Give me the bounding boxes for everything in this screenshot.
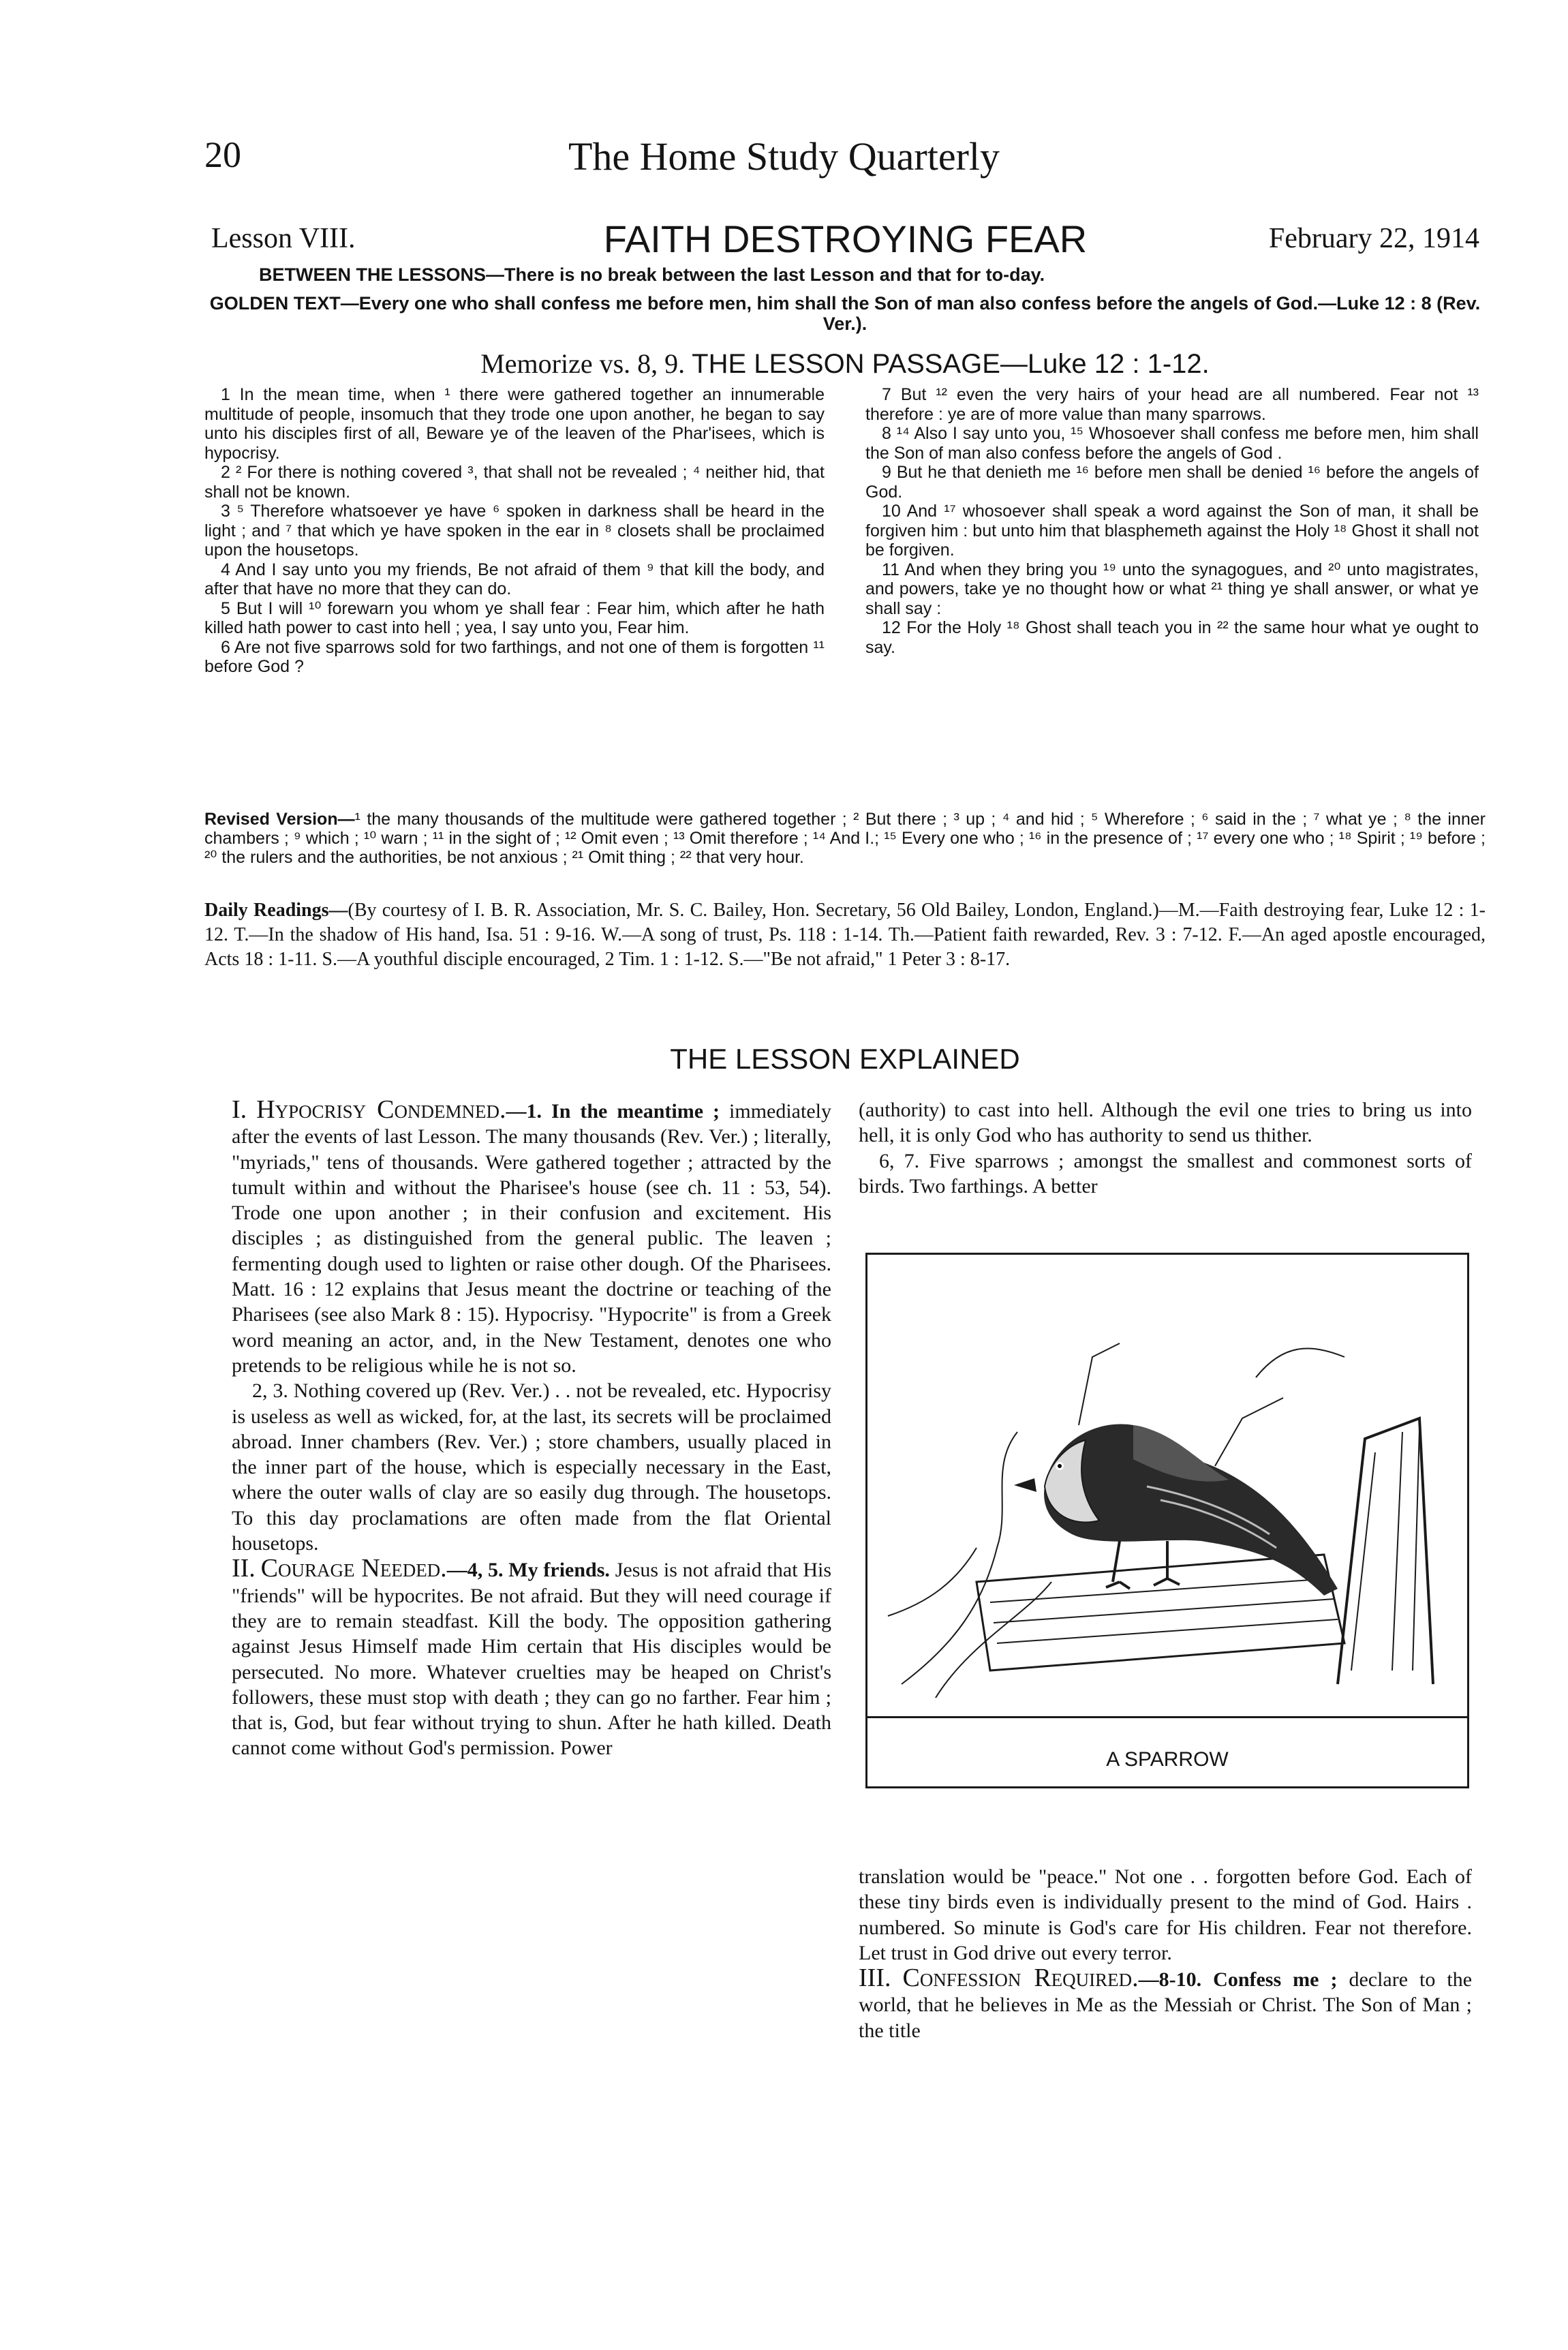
section-1-intro: —1. In the meantime ; [506, 1100, 720, 1123]
verse-5: 5 But I will ¹⁰ forewarn you whom ye shall fear : Fear him, which after he hath killed hath power to cast into hell ; yea, I say unto you, Fear him. [204, 598, 825, 637]
right-col-para-2: 6, 7. Five sparrows ; amongst the smallest and commonest sorts of birds. Two farthings. A better [859, 1149, 1472, 1197]
explanation-right-column-bottom [859, 1864, 1472, 2043]
verse-1: 1 In the mean time, when ¹ there were gathered together an innumerable multitude of people, insomuch that they trode one upon another, he began to say unto his disciples first of all, Beware ye of the leaven of the Phar'isees, which is hypocrisy. [204, 385, 825, 463]
section-1-para-2: 2, 3. Nothing covered up (Rev. Ver.) . . not be revealed, etc. Hypocrisy is useless as well as wicked, for, at the last, its secrets will be proclaimed abroad. Inner chambers (Rev. Ver.) ; store chambers, usually placed in the inner part of the house, which is especially necessary in the East, where the outer walls of clay are so easily dug through. The housetops. To this day proclamations are often made from the flat Oriental housetops. [232, 1379, 831, 1555]
section-3-text: declare to the world, that he believes in Me as the Messiah or Christ. The Son of Man ; the title [859, 1968, 1473, 2042]
section-1-text: immediately after the events of last Lesson. The many thousands (Rev. Ver.) ; literally, "myriads," tens of thousands. Were gathered together ; attracted by the tumult within and without the Pharisee's house (see ch. 11 : 53, 54). Trode one upon another ; in their confusion and excitement. His disciples ; as distinguished from the general public. The leaven ; fermenting dough used to lighten or raise other dough. Of the Pharisees. Matt. 16 : 12 explains that Jesus meant the doctrine or teaching of the Pharisees (see also Mark 8 : 15). Hypocrisy. "Hypocrite" is from a Greek word meaning an actor, and, in the New Testament, denotes one who pretends to be religious while he is not so. [232, 1100, 831, 1377]
passage-left-column [204, 385, 825, 677]
verse-2: 2 ² For there is nothing covered ³, that shall not be revealed ; ⁴ neither hid, that shall not be known. [204, 463, 825, 502]
section-3 [859, 1966, 1472, 2043]
verse-6: 6 Are not five sparrows sold for two farthings, and not one of them is forgotten ¹¹ before God ? [204, 637, 825, 676]
passage-title: THE LESSON PASSAGE—Luke 12 : 1-12. [692, 349, 1210, 379]
lesson-number: Lesson VIII. [211, 223, 356, 254]
memorize-note: Memorize vs. 8, 9. [480, 348, 686, 379]
verse-12: 12 For the Holy ¹⁸ Ghost shall teach you in ²² the same hour what ye ought to say. [865, 618, 1479, 657]
section-2-heading: Courage Needed. [260, 1554, 447, 1583]
running-head [204, 134, 1364, 188]
revised-version-text: ¹ the many thousands of the multitude were gathered together ; ² But there ; ³ up ; ⁴ and hid ; ⁵ Wherefore ; ⁶ said in the ; ⁷ what ye ; ⁸ the inner chambers ; ⁹ which ; ¹⁰ warn ; ¹¹ in the sight of ; ¹² Omit even ; ¹³ Omit therefore ; ¹⁴ And I.; ¹⁵ Every one who ; ¹⁶ in the presence of ; ¹⁷ every one who ; ¹⁸ Spirit ; ¹⁹ before ; ²⁰ the rulers and the authorities, be not anxious ; ²¹ Omit thing ; ²² that very hour. [204, 810, 1486, 867]
page-number: 20 [204, 134, 241, 175]
verse-8: 8 ¹⁴ Also I say unto you, ¹⁵ Whosoever shall confess me before men, him shall the Son of man also confess before the angels of God . [865, 424, 1479, 463]
section-2-text: Jesus is not afraid that His "friends" will be hypocrites. Be not afraid. But they will need courage if they are to remain steadfast. Kill the body. The opposition gathering against Jesus Himself made Him certain that His disciples would be persecuted. No more. Whatever cruelties may be heaped on Christ's followers, these must stop with death ; they can go no farther. Fear him ; that is, God, but fear without trying to shun. After he hath killed. Death cannot come without God's permission. Power [232, 1559, 832, 1760]
caption-rule [867, 1716, 1467, 1718]
section-3-intro: —8-10. Confess me ; [1138, 1968, 1338, 1992]
sparrow-illustration [874, 1262, 1460, 1711]
golden-text: GOLDEN TEXT—Every one who shall confess me before men, him shall the Son of man also confess before the angels of God.—Luke 12 : 8 (Rev. Ver.). [209, 293, 1481, 334]
right-col-top-text: (authority) to cast into hell. Although the evil one tries to bring us into hell, it is only God who has authority to send us thither. [859, 1099, 1472, 1147]
revised-version-notes [204, 810, 1486, 867]
explanation-left-column [232, 1097, 831, 1761]
section-2-intro: —4, 5. My friends. [446, 1559, 610, 1582]
section-2 [232, 1556, 831, 1760]
section-1-numeral: I. [232, 1095, 247, 1124]
verse-10: 10 And ¹⁷ whosoever shall speak a word against the Son of man, it shall be forgiven him : but unto him that blasphemeth against the Holy ¹⁸ Ghost it shall not be forgiven. [865, 502, 1479, 560]
explanation-right-column-top [859, 1097, 1472, 1199]
section-1-heading: Hypocrisy Condemned. [256, 1095, 506, 1124]
lesson-date: February 22, 1914 [1268, 223, 1479, 254]
section-3-numeral: III. [859, 1964, 891, 1993]
daily-readings [204, 898, 1486, 972]
verse-9: 9 But he that denieth me ¹⁶ before men shall be denied ¹⁶ before the angels of God. [865, 463, 1479, 502]
lesson-explained-heading: THE LESSON EXPLAINED [670, 1043, 1020, 1075]
figure-caption: A SPARROW [1106, 1748, 1229, 1771]
verse-7: 7 But ¹² even the very hairs of your head are all numbered. Fear not ¹³ therefore : ye are of more value than many sparrows. [865, 385, 1479, 424]
verse-3: 3 ⁵ Therefore whatsoever ye have ⁶ spoken in darkness shall be heard in the light ; and ⁷ that which ye have spoken in the ear in ⁸ closets shall be proclaimed upon the housetops. [204, 502, 825, 560]
lesson-title: FAITH DESTROYING FEAR [603, 217, 1088, 260]
section-3-heading: Confession Required. [902, 1964, 1139, 1993]
right-col-bottom-text: translation would be "peace." Not one . . forgotten before God. Each of these tiny birds even is individually present to the mind of God. Hairs . numbered. So minute is God's care for His children. Fear not therefore. Let trust in God drive out every terror. [859, 1865, 1472, 1964]
between-the-lessons: BETWEEN THE LESSONS—There is no break between the last Lesson and that for to-day. [259, 264, 1045, 285]
daily-readings-label: Daily Readings— [204, 900, 348, 921]
sparrow-figure [865, 1253, 1469, 1788]
section-2-numeral: II. [232, 1554, 256, 1583]
journal-title: The Home Study Quarterly [568, 134, 1000, 179]
passage-right-column [865, 385, 1479, 657]
revised-version-label: Revised Version— [204, 810, 355, 829]
passage-header [204, 348, 1486, 380]
verse-11: 11 And when they bring you ¹⁹ unto the synagogues, and ²⁰ unto magistrates, and powers, take ye no thought how or what ²¹ thing ye shall answer, or what ye shall say : [865, 560, 1479, 618]
section-1 [232, 1097, 831, 1378]
verse-4: 4 And I say unto you my friends, Be not afraid of them ⁹ that kill the body, and after that have no more that they can do. [204, 560, 825, 598]
daily-readings-text: (By courtesy of I. B. R. Association, Mr. S. C. Bailey, Hon. Secretary, 56 Old Bailey, London, England.)—M.—Faith destroying fear, Luke 12 : 1-12. T.—In the shadow of His hand, Isa. 51 : 9-16. W.—A song of trust, Ps. 118 : 1-14. Th.—Patient faith rewarded, Rev. 3 : 7-12. F.—An aged apostle encouraged, Acts 18 : 1-11. S.—A youthful disciple encouraged, 2 Tim. 1 : 1-12. S.—"Be not afraid," 1 Peter 3 : 8-17. [204, 900, 1486, 970]
lesson-header [211, 217, 1479, 264]
